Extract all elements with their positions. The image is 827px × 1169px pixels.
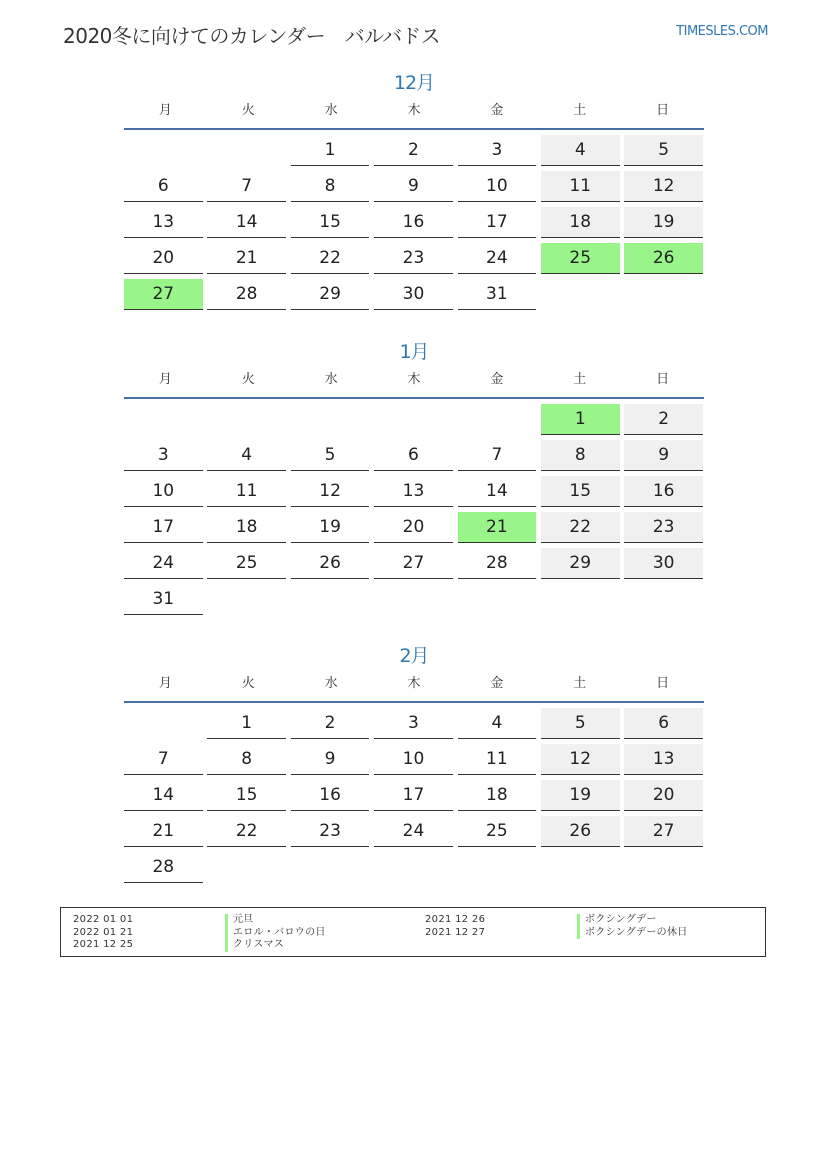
empty-cell [124,708,203,739]
weekday-label: 火 [241,676,255,691]
day-cell: 5 [291,440,370,471]
legend-row [61,927,413,940]
day-cell: 1 [207,708,286,739]
day-cell: 3 [374,708,453,739]
day-cell: 9 [374,171,453,202]
legend-date: 2022 01 01 [73,914,134,925]
legend-holiday-name: クリスマス [225,939,284,952]
day-cell: 18 [541,207,620,238]
day-cell: 12 [541,744,620,775]
day-cell: 23 [374,243,453,274]
day-cell: 15 [291,207,370,238]
legend-holiday-name: 元旦 [225,914,254,927]
day-cell: 24 [458,243,537,274]
day-cell: 26 [291,548,370,579]
weekday-label: 金 [490,103,504,118]
day-cell: 16 [291,780,370,811]
day-cell: 8 [207,744,286,775]
weekday-label: 日 [656,372,670,387]
legend-date: 2021 12 27 [425,926,486,938]
weekday-label: 土 [573,676,587,691]
day-grid [124,404,704,615]
weekday-label: 木 [407,676,421,691]
day-cell: 15 [207,780,286,811]
day-cell: 25 [458,816,537,847]
day-cell: 12 [624,171,703,202]
legend-row [413,914,765,927]
empty-cell [124,135,203,166]
weekday-label: 火 [241,103,255,118]
legend-holiday-name: ボクシングデーの休日 [577,927,688,940]
weekday-label: 日 [656,103,670,118]
day-cell: 6 [124,171,203,202]
day-cell: 20 [124,243,203,274]
day-cell: 25 [541,243,620,274]
empty-cell [458,404,537,435]
day-cell: 15 [541,476,620,507]
month-title: 2月 [399,645,429,667]
weekday-label: 日 [656,676,670,691]
day-cell: 10 [124,476,203,507]
legend-row [413,927,765,940]
site-link[interactable]: TIMESLES.COM [676,24,768,39]
day-cell: 19 [624,207,703,238]
day-cell: 28 [124,852,203,883]
day-cell: 27 [624,816,703,847]
legend-holiday-name: エロル・バロウの日 [225,927,326,940]
day-cell: 2 [374,135,453,166]
day-cell: 17 [374,780,453,811]
day-cell: 24 [124,548,203,579]
day-cell: 13 [624,744,703,775]
day-grid [124,708,704,883]
day-cell: 4 [207,440,286,471]
day-cell: 20 [374,512,453,543]
day-cell: 21 [207,243,286,274]
day-cell: 22 [207,816,286,847]
legend-date: 2021 12 26 [425,914,486,925]
day-cell: 21 [458,512,537,543]
day-cell: 2 [291,708,370,739]
weekday-label: 土 [573,372,587,387]
day-cell: 22 [291,243,370,274]
day-cell: 24 [374,816,453,847]
day-cell: 11 [458,744,537,775]
weekday-label: 月 [158,372,172,387]
weekday-header [124,98,704,130]
weekday-header [124,367,704,399]
day-cell: 21 [124,816,203,847]
day-cell: 22 [541,512,620,543]
weekday-label: 木 [407,103,421,118]
legend-column-right [413,908,765,956]
day-cell: 5 [541,708,620,739]
day-cell: 9 [624,440,703,471]
day-cell: 11 [207,476,286,507]
weekday-label: 水 [324,676,338,691]
day-cell: 12 [291,476,370,507]
day-cell: 8 [541,440,620,471]
weekday-label: 金 [490,676,504,691]
day-cell: 16 [374,207,453,238]
day-cell: 2 [624,404,703,435]
empty-cell [207,404,286,435]
day-cell: 14 [207,207,286,238]
weekday-header [124,671,704,703]
weekday-label: 水 [324,103,338,118]
day-cell: 6 [624,708,703,739]
day-cell: 28 [458,548,537,579]
day-cell: 6 [374,440,453,471]
weekday-label: 火 [241,372,255,387]
legend-column-left [61,908,413,956]
legend-row [61,914,413,927]
month-december [124,68,704,310]
day-cell: 26 [541,816,620,847]
month-january [124,337,704,615]
day-cell: 23 [291,816,370,847]
day-cell: 31 [458,279,537,310]
day-cell: 13 [124,207,203,238]
day-cell: 31 [124,584,203,615]
day-grid [124,135,704,310]
page-title: 2020冬に向けてのカレンダー バルバドス [63,24,441,48]
legend-row [61,939,413,952]
day-cell: 8 [291,171,370,202]
day-cell: 4 [541,135,620,166]
day-cell: 10 [458,171,537,202]
empty-cell [207,135,286,166]
day-cell: 7 [458,440,537,471]
empty-cell [374,404,453,435]
day-cell: 25 [207,548,286,579]
holiday-legend [60,907,766,957]
weekday-label: 水 [324,372,338,387]
weekday-label: 土 [573,103,587,118]
day-cell: 11 [541,171,620,202]
empty-cell [291,404,370,435]
day-cell: 16 [624,476,703,507]
day-cell: 17 [124,512,203,543]
day-cell: 9 [291,744,370,775]
legend-date: 2021 12 25 [73,939,134,950]
day-cell: 1 [541,404,620,435]
weekday-label: 金 [490,372,504,387]
day-cell: 29 [291,279,370,310]
weekday-label: 月 [158,676,172,691]
day-cell: 30 [624,548,703,579]
legend-holiday-name: ボクシングデー [577,914,657,927]
day-cell: 14 [124,780,203,811]
weekday-label: 木 [407,372,421,387]
weekday-label: 月 [158,103,172,118]
month-title: 12月 [393,72,435,94]
day-cell: 30 [374,279,453,310]
day-cell: 7 [124,744,203,775]
day-cell: 17 [458,207,537,238]
day-cell: 3 [458,135,537,166]
day-cell: 27 [374,548,453,579]
legend-date: 2022 01 21 [73,926,134,938]
day-cell: 19 [291,512,370,543]
empty-cell [124,404,203,435]
day-cell: 27 [124,279,203,310]
month-title: 1月 [399,341,429,363]
day-cell: 10 [374,744,453,775]
day-cell: 7 [207,171,286,202]
day-cell: 29 [541,548,620,579]
day-cell: 28 [207,279,286,310]
day-cell: 26 [624,243,703,274]
day-cell: 20 [624,780,703,811]
month-february [124,641,704,883]
day-cell: 19 [541,780,620,811]
day-cell: 1 [291,135,370,166]
day-cell: 18 [458,780,537,811]
day-cell: 14 [458,476,537,507]
day-cell: 23 [624,512,703,543]
day-cell: 5 [624,135,703,166]
day-cell: 3 [124,440,203,471]
day-cell: 18 [207,512,286,543]
day-cell: 4 [458,708,537,739]
day-cell: 13 [374,476,453,507]
